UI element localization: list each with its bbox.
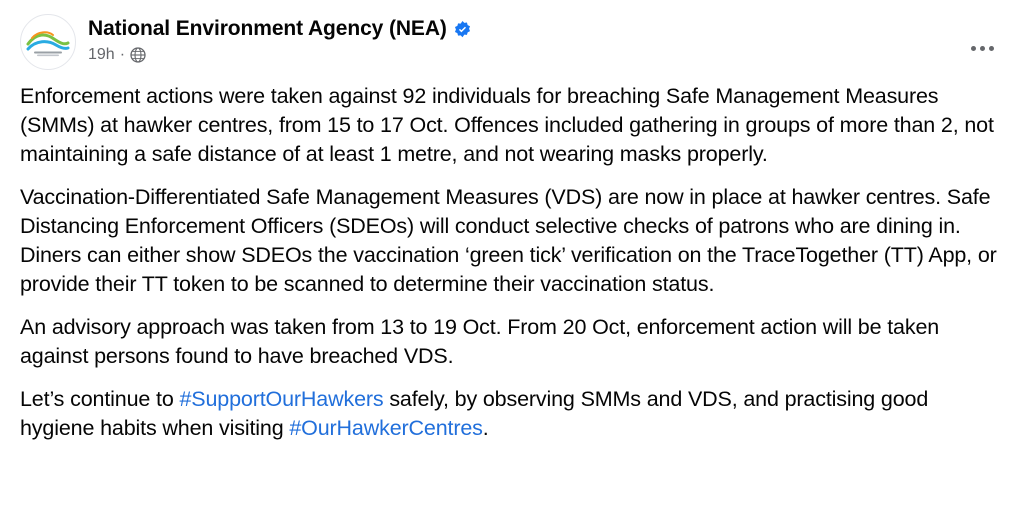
post-header-text (88, 14, 1004, 65)
post-paragraph-3 (20, 313, 1004, 371)
verified-badge-icon (453, 20, 472, 39)
post-header (20, 14, 1004, 80)
ellipsis-icon (971, 46, 994, 51)
meta-separator: · (119, 46, 126, 63)
post-timestamp[interactable]: 19h (88, 46, 115, 63)
post-paragraph-4 (20, 385, 1004, 443)
paragraph-text: An advisory approach was taken from 13 to 19 Oct. From 20 Oct, enforcement action will be taken against persons found to have breached VDS. (20, 315, 940, 368)
post-body (20, 80, 1004, 443)
paragraph-text: safely, by observing SMMs and VDS, and practising good hygiene habits when visiting (20, 387, 929, 440)
hashtag-support-our-hawkers[interactable]: #SupportOurHawkers (179, 387, 384, 411)
post-paragraph-2 (20, 183, 1004, 299)
nea-logo-avatar-icon (26, 27, 70, 57)
globe-icon[interactable] (130, 47, 146, 63)
hashtag-our-hawker-centres[interactable]: #OurHawkerCentres (289, 416, 483, 440)
paragraph-text: Enforcement actions were taken against 92 individuals for breaching Safe Management Measures (SMMs) at hawker centres, from 15 to 17 Oct. Offences included gathering in groups of more than 2, not maintaining a safe distance of at least 1 metre, and not wearing masks properly. (20, 84, 994, 166)
paragraph-text: Let’s continue to (20, 387, 180, 411)
avatar[interactable] (20, 14, 76, 70)
post-meta (88, 45, 1004, 65)
post-paragraph-1 (20, 82, 1004, 169)
paragraph-text: Vaccination-Differentiated Safe Management Measures (VDS) are now in place at hawker centres. Safe Distancing Enforcement Officers (SDEOs) will conduct selective checks of patrons who are dining in. Diners can either show SDEOs the vaccination ‘green tick’ verification on the TraceTogether (TT) App, or provide their TT token to be scanned to determine their vaccination status. (20, 185, 997, 296)
page-name[interactable]: National Environment Agency (NEA) (88, 17, 447, 40)
post-options-button[interactable] (962, 28, 1002, 68)
paragraph-text: . (482, 416, 489, 440)
page-name-row (88, 16, 1004, 42)
